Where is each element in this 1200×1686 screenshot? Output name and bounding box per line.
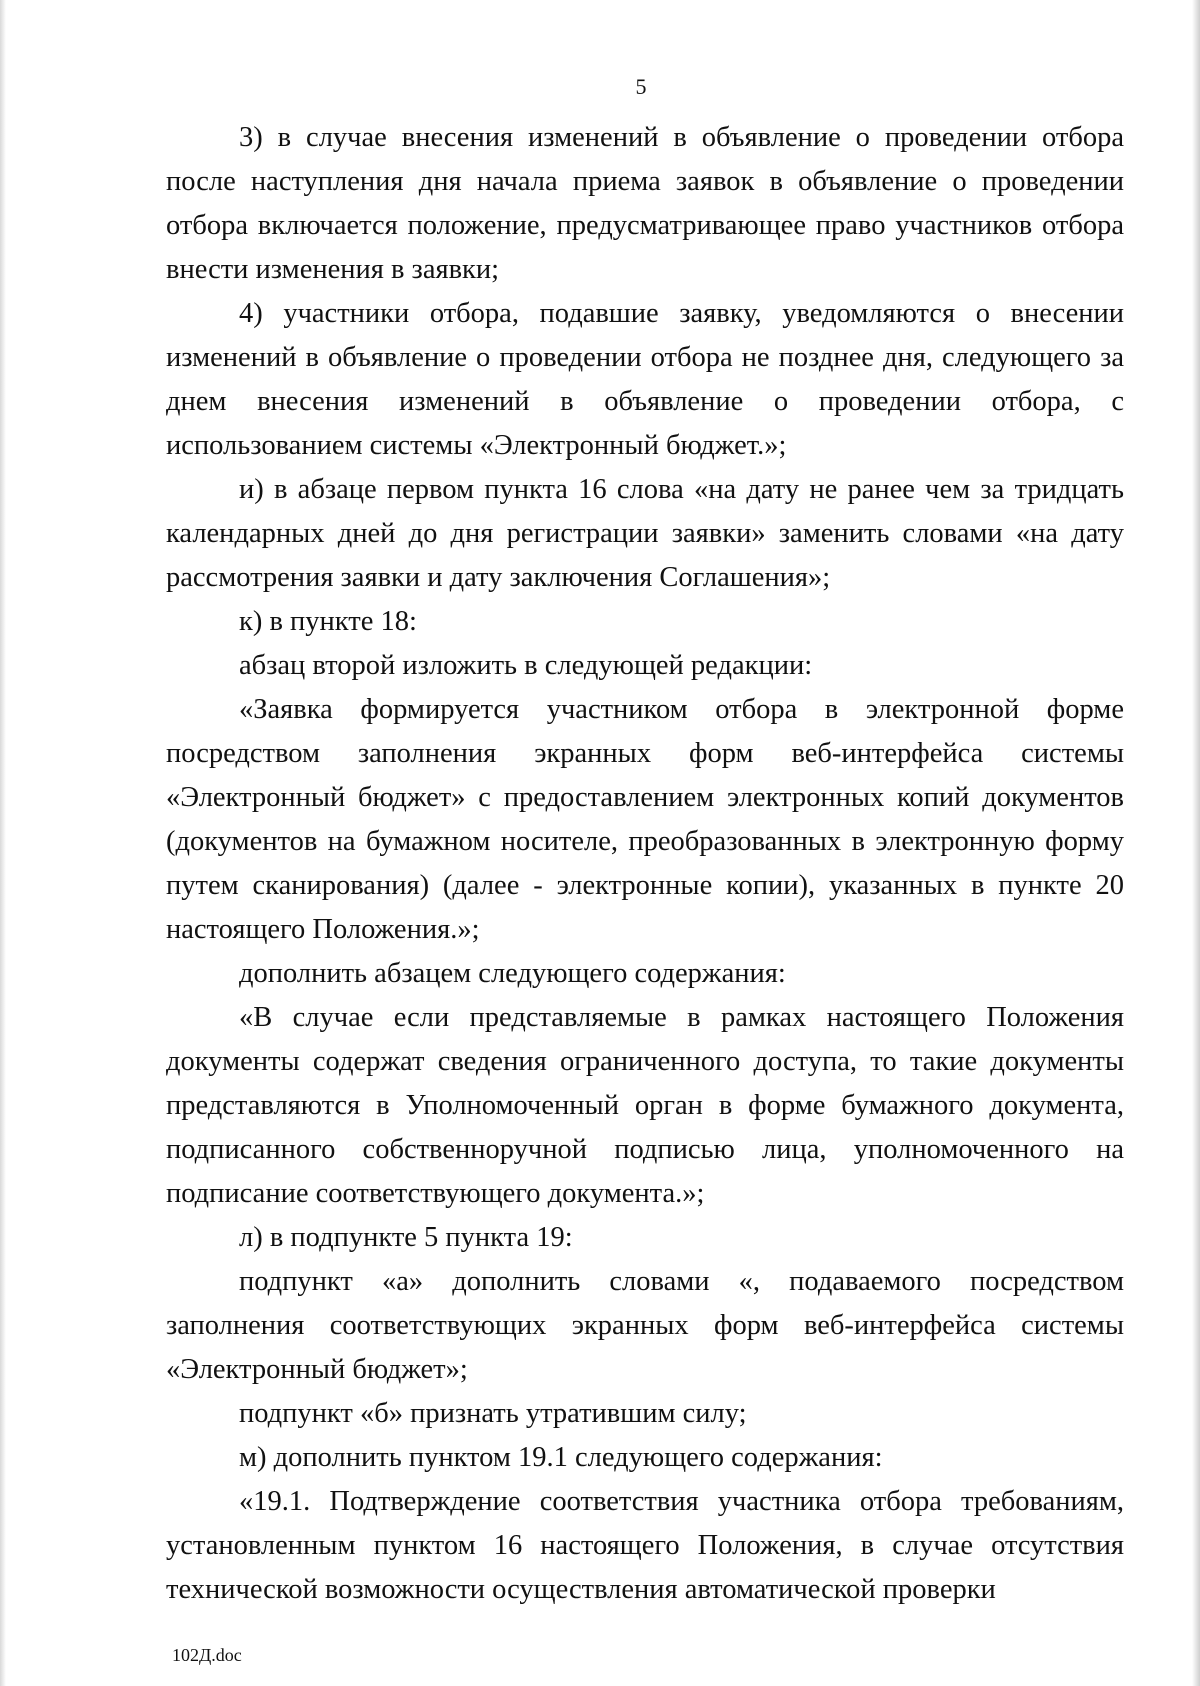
paragraph-quote-19-1: «19.1. Подтверждение соответствия участника отбора требованиям, установленным пунктом 16 настоящего Положения, в случае отсутствия технической возможности осуществления автоматической проверки xyxy=(166,1486,1124,1605)
paragraph-item-i: и) в абзаце первом пункта 16 слова «на дату не ранее чем за тридцать календарных дней до дня регистрации заявки» заменить словами «на дату рассмотрения заявки и дату заключения Соглашения»; xyxy=(166,474,1124,593)
paragraph-quote-zayavka: «Заявка формируется участником отбора в электронной форме посредством заполнения экранных форм веб-интерфейса системы «Электронный бюджет» с предоставлением электронных копий документов (документов на бумажном носителе, преобразованных в электронную форму путем сканирования) (далее - электронные копии), указанных в пункте 20 настоящего Положения.»; xyxy=(166,694,1124,945)
page-number: 5 xyxy=(635,74,647,99)
scan-edge-left xyxy=(0,0,6,1686)
paragraph-item-m: м) дополнить пунктом 19.1 следующего содержания: xyxy=(239,1442,883,1473)
paragraph-subitem-b: подпункт «б» признать утратившим силу; xyxy=(239,1398,747,1429)
footer-filename: 102Д.doc xyxy=(172,1645,242,1665)
paragraph-item-4: 4) участники отбора, подавшие заявку, уведомляются о внесении изменений в объявление о проведении отбора не позднее дня, следующего за днем внесения изменений в объявление о проведении отбора, с использованием системы «Электронный бюджет.»; xyxy=(166,298,1124,461)
paragraph-item-3: 3) в случае внесения изменений в объявление о проведении отбора после наступления дня начала приема заявок в объявление о проведении отбора включается положение, предусматривающее право участников отбора внести изменения в заявки; xyxy=(166,122,1124,285)
document-body xyxy=(166,116,1124,1612)
paragraph-second-abzac: абзац второй изложить в следующей редакции: xyxy=(239,650,813,681)
scan-edge-right xyxy=(1192,0,1200,1686)
paragraph-item-k: к) в пункте 18: xyxy=(239,606,417,637)
paragraph-add-abzac: дополнить абзацем следующего содержания: xyxy=(239,958,786,989)
paragraph-item-l: л) в подпункте 5 пункта 19: xyxy=(239,1222,573,1253)
paragraph-subitem-a: подпункт «а» дополнить словами «, подаваемого посредством заполнения соответствующих экранных форм веб-интерфейса системы «Электронный бюджет»; xyxy=(166,1266,1124,1385)
paragraph-quote-restricted: «В случае если представляемые в рамках настоящего Положения документы содержат сведения ограниченного доступа, то такие документы представляются в Уполномоченный орган в форме бумажного документа, подписанного собственноручной подписью лица, уполномоченного на подписание соответствующего документа.»; xyxy=(166,1002,1124,1209)
